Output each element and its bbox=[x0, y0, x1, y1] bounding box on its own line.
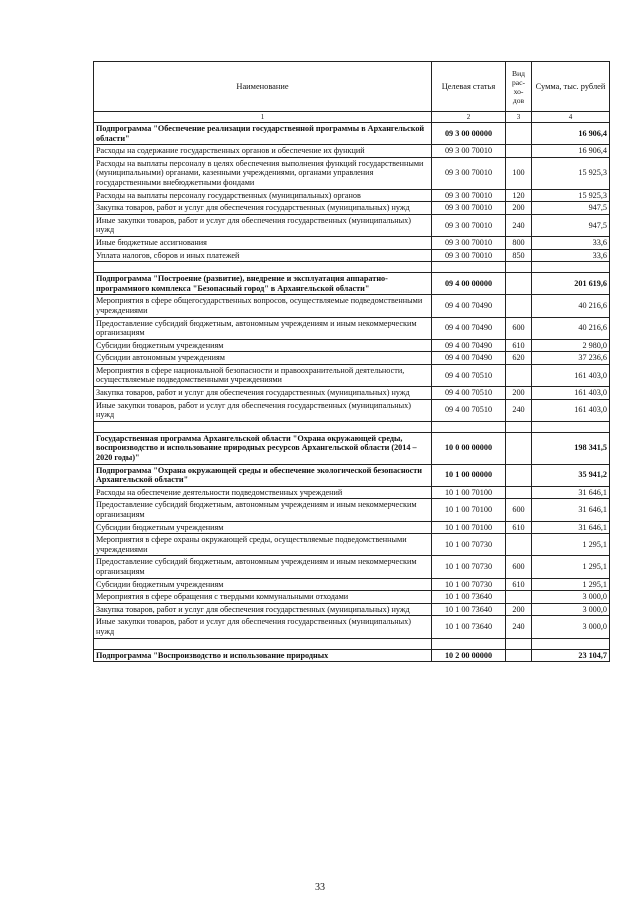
table-header-row bbox=[94, 62, 610, 112]
table-row bbox=[94, 534, 610, 556]
sum-cell: 3 000,0 bbox=[532, 616, 610, 638]
expense-type-cell: 610 bbox=[506, 339, 532, 352]
sum-cell: 16 906,4 bbox=[532, 145, 610, 158]
target-article-cell: 10 1 00 70100 bbox=[432, 499, 506, 521]
table-row bbox=[94, 521, 610, 534]
sum-cell: 37 236,6 bbox=[532, 352, 610, 365]
row-name-cell: Государственная программа Архангельской области "Охрана окружающей среды, воспроизводство и использование природных ресурсов Архангельской области (2014 – 2020 годы)" bbox=[94, 432, 432, 464]
target-article-cell: 09 4 00 70510 bbox=[432, 364, 506, 386]
sum-cell: 3 000,0 bbox=[532, 591, 610, 604]
row-name-cell: Подпрограмма "Построение (развитие), внедрение и эксплуатация аппаратно-программного комплекса "Безопасный город" в Архангельской области" bbox=[94, 273, 432, 295]
empty-cell bbox=[532, 262, 610, 273]
target-article-cell: 09 4 00 70510 bbox=[432, 399, 506, 421]
sum-cell: 3 000,0 bbox=[532, 603, 610, 616]
column-index: 3 bbox=[506, 112, 532, 123]
expense-type-cell: 240 bbox=[506, 616, 532, 638]
expense-type-cell: 600 bbox=[506, 317, 532, 339]
expense-type-cell: 200 bbox=[506, 202, 532, 215]
sum-cell: 201 619,6 bbox=[532, 273, 610, 295]
budget-table bbox=[93, 61, 610, 662]
empty-cell bbox=[532, 638, 610, 649]
expense-type-cell bbox=[506, 123, 532, 145]
table-row bbox=[94, 603, 610, 616]
target-article-cell: 09 3 00 70010 bbox=[432, 249, 506, 262]
column-index-row bbox=[94, 112, 610, 123]
sum-cell: 161 403,0 bbox=[532, 399, 610, 421]
row-name-cell: Закупка товаров, работ и услуг для обеспечения государственных (муниципальных) нужд bbox=[94, 387, 432, 400]
target-article-cell: 10 1 00 00000 bbox=[432, 464, 506, 486]
target-article-cell: 09 3 00 70010 bbox=[432, 145, 506, 158]
section-row bbox=[94, 432, 610, 464]
target-article-cell: 09 3 00 70010 bbox=[432, 189, 506, 202]
header-target-article: Целевая статья bbox=[432, 62, 506, 112]
table-body bbox=[94, 123, 610, 662]
page-number: 33 bbox=[315, 882, 325, 893]
target-article-cell: 10 1 00 70730 bbox=[432, 578, 506, 591]
column-index: 1 bbox=[94, 112, 432, 123]
expense-type-cell bbox=[506, 145, 532, 158]
sum-cell: 15 925,3 bbox=[532, 157, 610, 189]
row-name-cell: Иные бюджетные ассигнования bbox=[94, 236, 432, 249]
row-name-cell: Подпрограмма "Обеспечение реализации государственной программы в Архангельской области" bbox=[94, 123, 432, 145]
target-article-cell: 10 1 00 70730 bbox=[432, 556, 506, 578]
table-row bbox=[94, 578, 610, 591]
empty-cell bbox=[94, 262, 432, 273]
row-name-cell: Иные закупки товаров, работ и услуг для обеспечения государственных (муниципальных) нужд bbox=[94, 399, 432, 421]
table-row bbox=[94, 591, 610, 604]
row-name-cell: Иные закупки товаров, работ и услуг для обеспечения государственных (муниципальных) нужд bbox=[94, 616, 432, 638]
column-index: 4 bbox=[532, 112, 610, 123]
expense-type-cell bbox=[506, 273, 532, 295]
row-name-cell: Предоставление субсидий бюджетным, автономным учреждениям и иным некоммерческим организациям bbox=[94, 317, 432, 339]
target-article-cell: 10 1 00 73640 bbox=[432, 616, 506, 638]
sum-cell: 947,5 bbox=[532, 202, 610, 215]
expense-type-cell bbox=[506, 649, 532, 662]
header-sum: Сумма, тыс. рублей bbox=[532, 62, 610, 112]
sum-cell: 40 216,6 bbox=[532, 295, 610, 317]
section-row bbox=[94, 464, 610, 486]
expense-type-cell bbox=[506, 591, 532, 604]
expense-type-cell: 120 bbox=[506, 189, 532, 202]
target-article-cell: 10 1 00 73640 bbox=[432, 603, 506, 616]
sum-cell: 161 403,0 bbox=[532, 387, 610, 400]
expense-type-cell bbox=[506, 534, 532, 556]
row-name-cell: Закупка товаров, работ и услуг для обеспечения государственных (муниципальных) нужд bbox=[94, 603, 432, 616]
row-name-cell: Закупка товаров, работ и услуг для обеспечения государственных (муниципальных) нужд bbox=[94, 202, 432, 215]
empty-cell bbox=[506, 421, 532, 432]
target-article-cell: 09 3 00 70010 bbox=[432, 157, 506, 189]
table-row bbox=[94, 249, 610, 262]
header-name: Наименование bbox=[94, 62, 432, 112]
table-row bbox=[94, 339, 610, 352]
sum-cell: 198 341,5 bbox=[532, 432, 610, 464]
row-name-cell: Расходы на выплаты персоналу в целях обеспечения выполнения функций государственными (муниципальными) органами, казенными учреждениями, органами управления государственными внебюджетными фондами bbox=[94, 157, 432, 189]
expense-type-cell: 240 bbox=[506, 399, 532, 421]
table-row bbox=[94, 616, 610, 638]
header-expense-type: Вид рас-хо-дов bbox=[506, 62, 532, 112]
row-name-cell: Расходы на содержание государственных органов и обеспечение их функций bbox=[94, 145, 432, 158]
expense-type-cell: 850 bbox=[506, 249, 532, 262]
target-article-cell: 10 1 00 73640 bbox=[432, 591, 506, 604]
table-row bbox=[94, 202, 610, 215]
target-article-cell: 10 1 00 70730 bbox=[432, 534, 506, 556]
row-name-cell: Мероприятия в сфере обращения с твердыми коммунальными отходами bbox=[94, 591, 432, 604]
target-article-cell: 09 3 00 00000 bbox=[432, 123, 506, 145]
empty-cell bbox=[506, 638, 532, 649]
empty-cell bbox=[532, 421, 610, 432]
row-name-cell: Иные закупки товаров, работ и услуг для обеспечения государственных (муниципальных) нужд bbox=[94, 214, 432, 236]
expense-type-cell bbox=[506, 432, 532, 464]
table-row bbox=[94, 214, 610, 236]
section-row bbox=[94, 273, 610, 295]
sum-cell: 33,6 bbox=[532, 249, 610, 262]
sum-cell: 1 295,1 bbox=[532, 534, 610, 556]
expense-type-cell: 240 bbox=[506, 214, 532, 236]
column-index: 2 bbox=[432, 112, 506, 123]
expense-type-cell: 610 bbox=[506, 521, 532, 534]
empty-cell bbox=[94, 638, 432, 649]
row-name-cell: Предоставление субсидий бюджетным, автономным учреждениям и иным некоммерческим организациям bbox=[94, 499, 432, 521]
expense-type-cell: 200 bbox=[506, 387, 532, 400]
sum-cell: 1 295,1 bbox=[532, 578, 610, 591]
empty-cell bbox=[432, 638, 506, 649]
target-article-cell: 09 4 00 70510 bbox=[432, 387, 506, 400]
spacer-row bbox=[94, 262, 610, 273]
expense-type-cell bbox=[506, 295, 532, 317]
sum-cell: 31 646,1 bbox=[532, 521, 610, 534]
expense-type-cell: 100 bbox=[506, 157, 532, 189]
table-row bbox=[94, 387, 610, 400]
sum-cell: 1 295,1 bbox=[532, 556, 610, 578]
empty-cell bbox=[94, 421, 432, 432]
sum-cell: 23 104,7 bbox=[532, 649, 610, 662]
row-name-cell: Субсидии бюджетным учреждениям bbox=[94, 339, 432, 352]
expense-type-cell: 200 bbox=[506, 603, 532, 616]
row-name-cell: Мероприятия в сфере охраны окружающей среды, осуществляемые подведомственными учреждениями bbox=[94, 534, 432, 556]
row-name-cell: Мероприятия в сфере общегосударственных вопросов, осуществляемые подведомственными учреждениями bbox=[94, 295, 432, 317]
spacer-row bbox=[94, 421, 610, 432]
empty-cell bbox=[432, 262, 506, 273]
sum-cell: 2 980,0 bbox=[532, 339, 610, 352]
row-name-cell: Расходы на выплаты персоналу государственных (муниципальных) органов bbox=[94, 189, 432, 202]
target-article-cell: 09 4 00 70490 bbox=[432, 352, 506, 365]
table-row bbox=[94, 364, 610, 386]
row-name-cell: Уплата налогов, сборов и иных платежей bbox=[94, 249, 432, 262]
target-article-cell: 09 4 00 00000 bbox=[432, 273, 506, 295]
table-row bbox=[94, 352, 610, 365]
spacer-row bbox=[94, 638, 610, 649]
target-article-cell: 09 3 00 70010 bbox=[432, 202, 506, 215]
table-row bbox=[94, 486, 610, 499]
expense-type-cell: 600 bbox=[506, 556, 532, 578]
row-name-cell: Подпрограмма "Воспроизводство и использование природных bbox=[94, 649, 432, 662]
table-row bbox=[94, 145, 610, 158]
expense-type-cell: 610 bbox=[506, 578, 532, 591]
sum-cell: 35 941,2 bbox=[532, 464, 610, 486]
sum-cell: 31 646,1 bbox=[532, 499, 610, 521]
target-article-cell: 10 2 00 00000 bbox=[432, 649, 506, 662]
section-row bbox=[94, 649, 610, 662]
table-row bbox=[94, 499, 610, 521]
table-row bbox=[94, 157, 610, 189]
sum-cell: 33,6 bbox=[532, 236, 610, 249]
empty-cell bbox=[506, 262, 532, 273]
target-article-cell: 09 4 00 70490 bbox=[432, 339, 506, 352]
expense-type-cell: 800 bbox=[506, 236, 532, 249]
empty-cell bbox=[432, 421, 506, 432]
sum-cell: 161 403,0 bbox=[532, 364, 610, 386]
expense-type-cell bbox=[506, 486, 532, 499]
sum-cell: 16 906,4 bbox=[532, 123, 610, 145]
row-name-cell: Субсидии автономным учреждениям bbox=[94, 352, 432, 365]
row-name-cell: Мероприятия в сфере национальной безопасности и правоохранительной деятельности, осуществляемые подведомственными учреждениями bbox=[94, 364, 432, 386]
row-name-cell: Расходы на обеспечение деятельности подведомственных учреждений bbox=[94, 486, 432, 499]
target-article-cell: 10 1 00 70100 bbox=[432, 486, 506, 499]
row-name-cell: Подпрограмма "Охрана окружающей среды и обеспечение экологической безопасности Архангельской области" bbox=[94, 464, 432, 486]
expense-type-cell bbox=[506, 464, 532, 486]
table-row bbox=[94, 295, 610, 317]
row-name-cell: Субсидии бюджетным учреждениям bbox=[94, 578, 432, 591]
sum-cell: 31 646,1 bbox=[532, 486, 610, 499]
expense-type-cell bbox=[506, 364, 532, 386]
target-article-cell: 09 4 00 70490 bbox=[432, 295, 506, 317]
table-row bbox=[94, 556, 610, 578]
table-row bbox=[94, 399, 610, 421]
target-article-cell: 10 1 00 70100 bbox=[432, 521, 506, 534]
sum-cell: 15 925,3 bbox=[532, 189, 610, 202]
table-row bbox=[94, 189, 610, 202]
target-article-cell: 09 3 00 70010 bbox=[432, 236, 506, 249]
target-article-cell: 10 0 00 00000 bbox=[432, 432, 506, 464]
row-name-cell: Предоставление субсидий бюджетным, автономным учреждениям и иным некоммерческим организациям bbox=[94, 556, 432, 578]
sum-cell: 947,5 bbox=[532, 214, 610, 236]
table-row bbox=[94, 236, 610, 249]
row-name-cell: Субсидии бюджетным учреждениям bbox=[94, 521, 432, 534]
table-row bbox=[94, 317, 610, 339]
section-row bbox=[94, 123, 610, 145]
target-article-cell: 09 3 00 70010 bbox=[432, 214, 506, 236]
expense-type-cell: 600 bbox=[506, 499, 532, 521]
target-article-cell: 09 4 00 70490 bbox=[432, 317, 506, 339]
expense-type-cell: 620 bbox=[506, 352, 532, 365]
sum-cell: 40 216,6 bbox=[532, 317, 610, 339]
